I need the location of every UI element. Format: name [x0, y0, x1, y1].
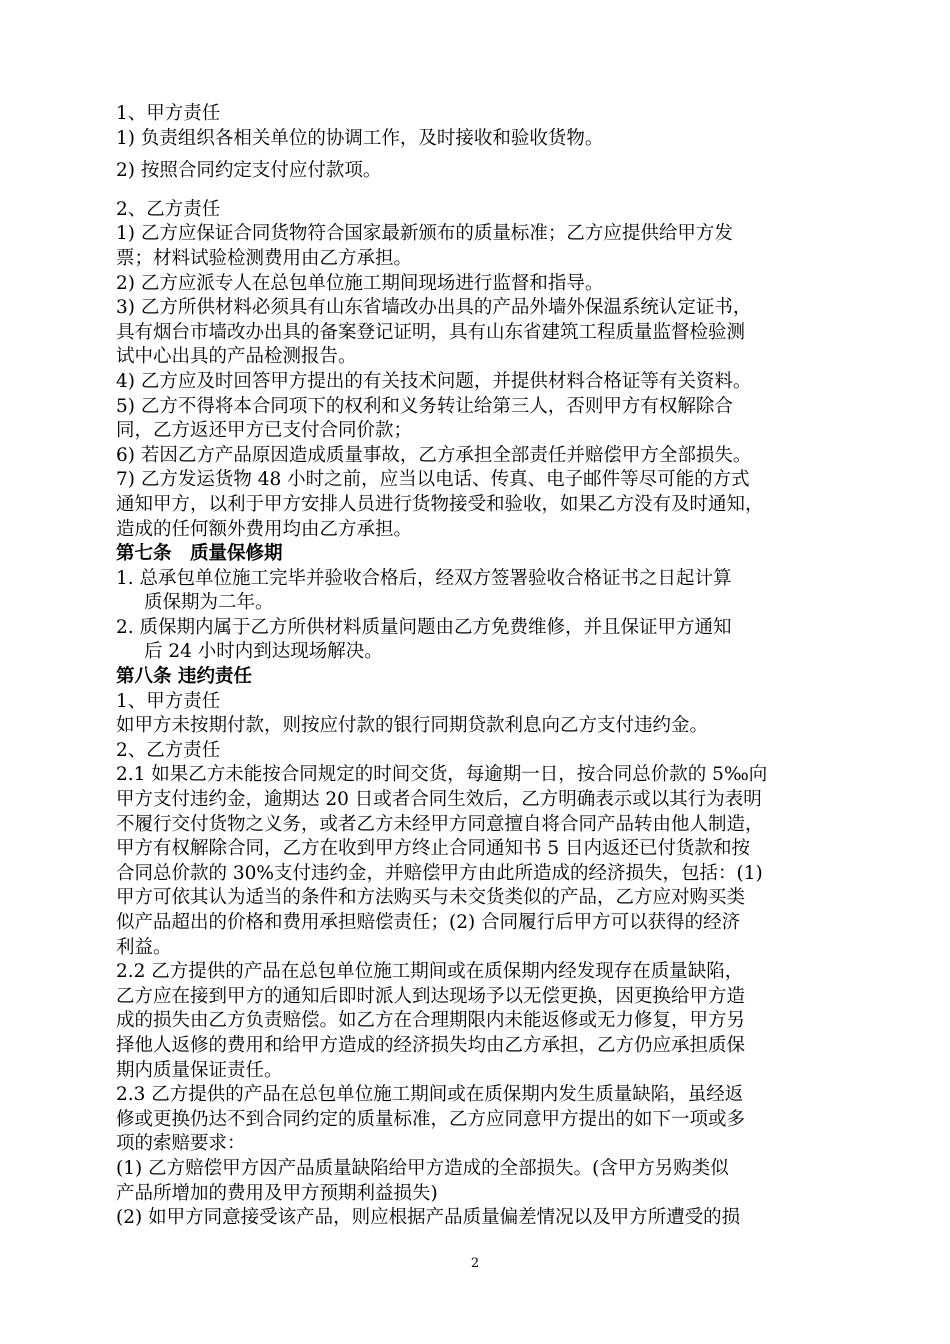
text-line: 期内质量保证责任。: [116, 1059, 283, 1081]
article-heading-breach: 第八条 违约责任: [116, 666, 252, 688]
section-heading-party-b: 2、乙方责任: [116, 739, 221, 761]
text-line: 1) 乙方应保证合同货物符合国家最新颁布的质量标准；乙方应提供给甲方发: [116, 223, 733, 245]
text-line: 如甲方未按期付款，则按应付款的银行同期贷款利息向乙方支付违约金。: [116, 715, 709, 737]
text-line: 2. 质保期内属于乙方所供材料质量问题由乙方免费维修，并且保证甲方通知: [116, 616, 732, 638]
text-line: 2.1 如果乙方未能按合同规定的时间交货，每逾期一日，按合同总价款的 5‰向: [116, 764, 768, 786]
text-line: 6) 若因乙方产品原因造成质量事故，乙方承担全部责任并赔偿甲方全部损失。: [116, 444, 752, 466]
text-line: 似产品超出的价格和费用承担赔偿责任；(2) 合同履行后甲方可以获得的经济: [116, 912, 741, 933]
text-line: 具有烟台市墙改办出具的备案登记证明，具有山东省建筑工程质量监督检验测: [116, 321, 746, 343]
text-line: 5) 乙方不得将本合同项下的权利和义务转让给第三人，否则甲方有权解除合: [116, 395, 733, 417]
document-body: [116, 102, 846, 1231]
article-heading-warranty: 第七条 质量保修期: [116, 543, 283, 565]
text-line: 利益。: [116, 936, 172, 958]
text-line: 产品所增加的费用及甲方预期利益损失): [116, 1182, 438, 1204]
text-line: 票；材料试验检测费用由乙方承担。: [116, 247, 413, 269]
text-line: 不履行交付货物之义务，或者乙方未经甲方同意擅自将合同产品转由他人制造，: [116, 813, 764, 835]
page-number: 2: [470, 1256, 480, 1271]
text-line: 择他人返修的费用和给甲方造成的经济损失均由乙方承担，乙方仍应承担质保: [116, 1034, 746, 1056]
text-line: 修或更换仍达不到合同约定的质量标准，乙方应同意甲方提出的如下一项或多: [116, 1108, 746, 1130]
text-line: (1) 乙方赔偿甲方因产品质量缺陷给甲方造成的全部损失。(含甲方另购类似: [116, 1157, 729, 1179]
text-line: 同，乙方返还甲方已支付合同价款；: [116, 420, 413, 442]
text-line: 2.3 乙方提供的产品在总包单位施工期间或在质保期内发生质量缺陷，虽经返: [116, 1084, 744, 1106]
text-line: 2.2 乙方提供的产品在总包单位施工期间或在质保期内经发现存在质量缺陷，: [116, 961, 744, 983]
text-line: 造成的任何额外费用均由乙方承担。: [116, 518, 413, 540]
text-line: 通知甲方，以利于甲方安排人员进行货物接受和验收，如果乙方没有及时通知，: [116, 493, 764, 515]
text-line: 2) 乙方应派专人在总包单位施工期间现场进行监督和指导。: [116, 272, 604, 294]
text-line: 项的索赔要求：: [116, 1133, 246, 1155]
text-line: 后 24 小时内到达现场解决。: [144, 641, 383, 663]
text-line: 乙方应在接到甲方的通知后即时派人到达现场予以无偿更换，因更换给甲方造: [116, 985, 746, 1007]
text-line: 1. 总承包单位施工完毕并验收合格后，经双方签署验收合格证书之日起计算: [116, 567, 732, 589]
text-line: 甲方有权解除合同，乙方在收到甲方终止合同通知书 5 日内返还已付货款和按: [116, 838, 751, 860]
text-line: 3) 乙方所供材料必须具有山东省墙改办出具的产品外墙外保温系统认定证书，: [116, 297, 752, 319]
section-heading-party-a: 1、甲方责任: [116, 690, 221, 712]
section-heading-party-a: 1、甲方责任: [116, 103, 221, 124]
text-line: 成的损失由乙方负责赔偿。如乙方在合理期限内未能返修或无力修复，甲方另: [116, 1010, 746, 1032]
text-line: 2) 按照合同约定支付应付款项。: [116, 160, 382, 182]
text-line: 质保期为二年。: [144, 592, 274, 614]
text-line: 合同总价款的 30%支付违约金，并赔偿甲方由此所造成的经济损失，包括：(1): [116, 862, 763, 884]
text-line: 试中心出具的产品检测报告。: [116, 346, 357, 368]
text-line: 7) 乙方发运货物 48 小时之前，应当以电话、传真、电子邮件等尽可能的方式: [116, 469, 750, 491]
text-line: 甲方可依其认为适当的条件和方法购买与未交货类似的产品，乙方应对购买类: [116, 887, 746, 909]
text-line: (2) 如甲方同意接受该产品，则应根据产品质量偏差情况以及甲方所遭受的损: [116, 1207, 741, 1229]
text-line: 甲方支付违约金，逾期达 20 日或者合同生效后，乙方明确表示或以其行为表明: [116, 789, 762, 811]
text-line: 4) 乙方应及时回答甲方提出的有关技术问题，并提供材料合格证等有关资料。: [116, 370, 752, 392]
section-heading-party-b: 2、乙方责任: [116, 198, 221, 220]
text-line: 1) 负责组织各相关单位的协调工作，及时接收和验收货物。: [116, 127, 604, 149]
